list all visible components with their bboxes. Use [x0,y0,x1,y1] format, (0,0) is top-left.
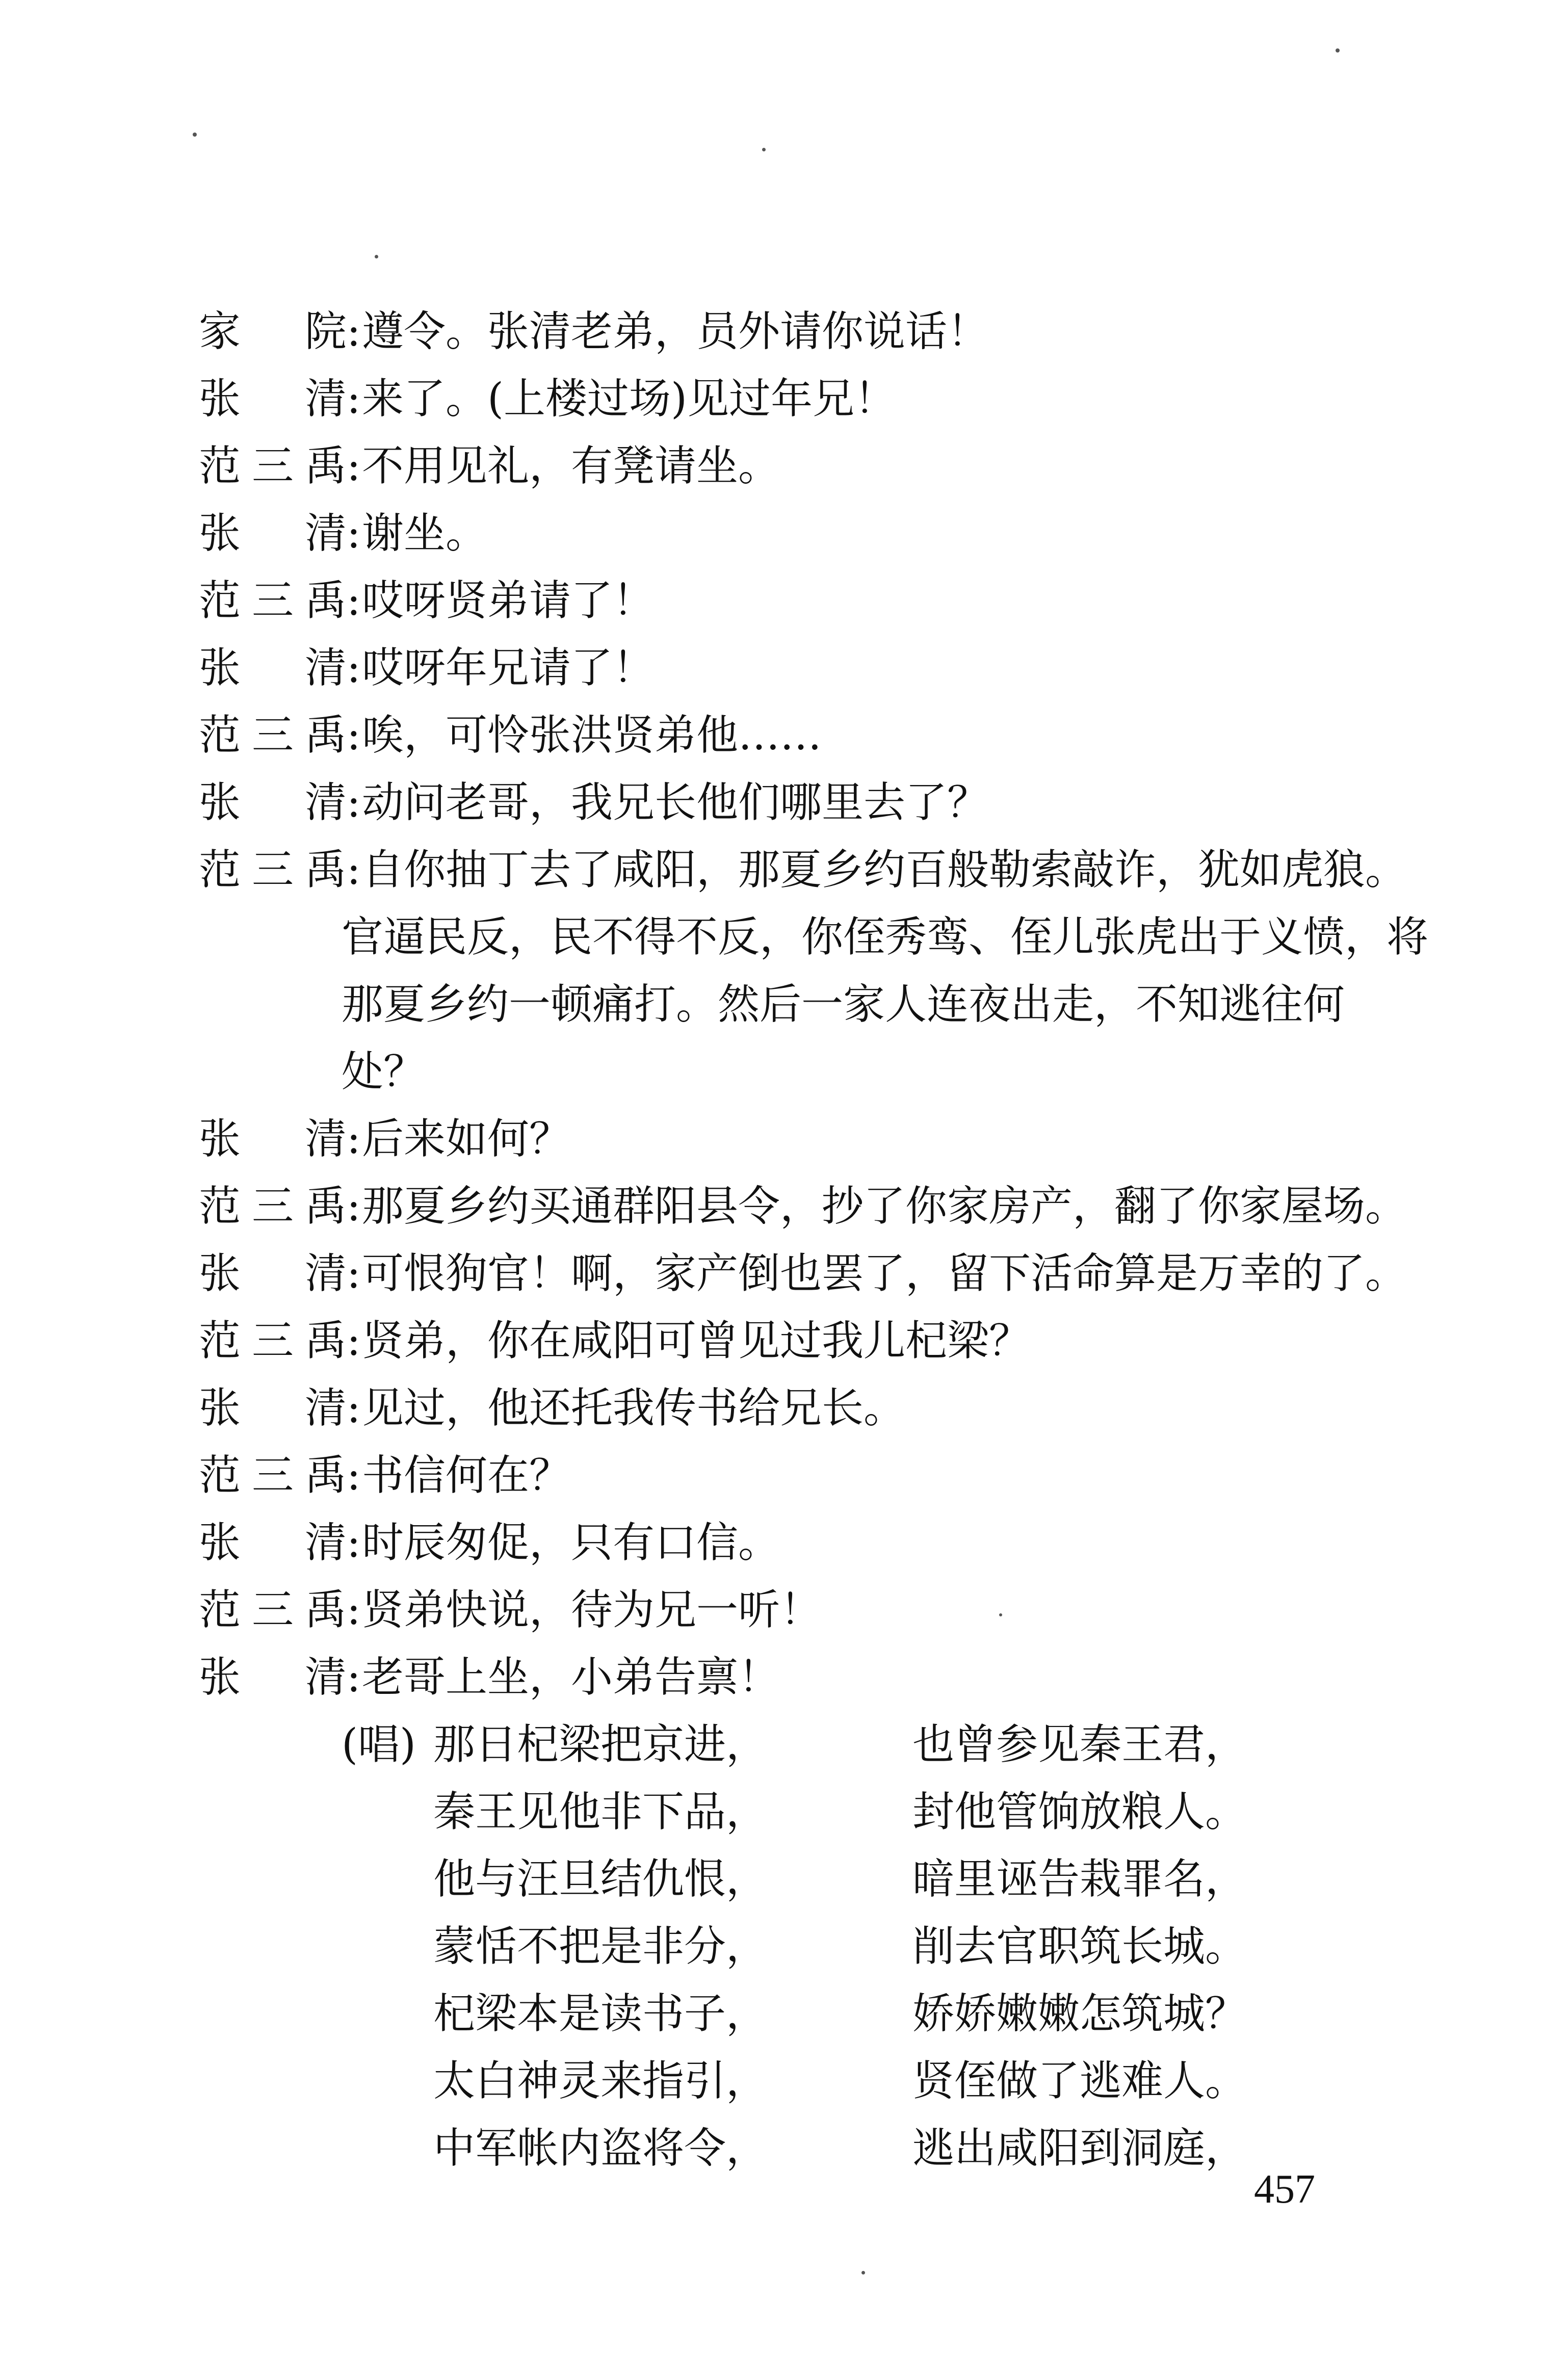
speech-text: 哎呀贤弟请了！ [362,577,655,625]
speaker-name [199,1106,347,1173]
speaker-colon: : [347,1451,361,1500]
song-line [199,1913,1397,1980]
song-verse-right: 也曾参见秦王君， [912,1720,1247,1769]
speaker-char: 张 [199,375,241,423]
dialogue-line [199,298,1397,365]
speech-continuation: 处？ [342,1048,426,1096]
speck [999,1613,1002,1616]
speaker-char: 清 [304,644,347,692]
speaker-colon: : [347,1653,361,1702]
speaker-colon: : [347,778,361,827]
speaker-char: 范 [199,577,241,625]
speaker-char: 禹 [304,1586,347,1634]
speaker-char: 禹 [304,442,347,490]
speaker-name [199,1240,347,1307]
speaker-char: 清 [304,1115,347,1163]
song-line [199,1980,1397,2048]
speaker-char: 范 [199,1182,241,1231]
song-verse-right: 暗里诬告栽罪名， [912,1855,1247,1903]
song-verse-left: 太白神灵来指引， [433,2057,768,2105]
speaker-colon: : [347,1115,361,1163]
song-verse-left: 秦王见他非下品， [433,1788,768,1836]
dialogue-line [199,433,1397,500]
speaker-char: 清 [304,1519,347,1567]
speaker-char: 禹 [304,846,347,894]
speech-text: 老哥上坐，小弟告禀！ [362,1653,780,1702]
speaker-char: 三 [251,1586,294,1634]
speaker-char: 张 [199,1653,241,1702]
speaker-colon: : [347,509,361,558]
speaker-name [199,1307,347,1375]
speaker-name [199,1173,347,1240]
speaker-char: 三 [251,1317,294,1365]
song-line [199,1846,1397,1913]
speech-text: 贤弟，你在咸阳可曾见过我儿杞梁？ [362,1317,1031,1365]
speaker-char: 范 [199,711,241,760]
speaker-char: 三 [251,442,294,490]
speaker-colon: : [347,375,361,423]
song-verse-right: 削去官职筑长城。 [912,1922,1247,1971]
dialogue-line [199,365,1397,433]
speaker-char: 三 [251,1451,294,1500]
speaker-name [199,567,347,635]
dialogue-line [199,1442,1397,1509]
page-number: 457 [1254,2167,1315,2212]
song-verse-left: 那日杞梁把京进， [433,1720,768,1769]
speech-text: 可恨狗官！啊，家产倒也罢了，留下活命算是万幸的了。 [362,1249,1407,1298]
song-line [199,2115,1397,2182]
speaker-char: 清 [304,375,347,423]
speaker-char: 禹 [304,1317,347,1365]
speaker-char: 范 [199,1586,241,1634]
speaker-char: 禹 [304,1182,347,1231]
song-verse-right: 贤侄做了逃难人。 [912,2057,1247,2105]
speaker-colon: : [347,644,361,692]
dialogue-line [199,836,1407,904]
song-verse-left: 中军帐内盗将令， [433,2124,768,2173]
speech-text: 时辰匆促，只有口信。 [362,1519,780,1567]
speck [375,255,378,258]
speaker-char: 张 [199,1519,241,1567]
dialogue-line [199,1577,1397,1644]
speech-text: 不用见礼，有凳请坐。 [362,442,780,490]
speaker-char: 禹 [304,577,347,625]
dialogue-line [199,769,1397,836]
speaker-colon: : [347,1519,361,1567]
speaker-name [199,298,347,365]
sing-tag: (唱) [342,1720,416,1769]
speaker-char: 张 [199,509,241,558]
speech-text: 那夏乡约买通群阳县令，抄了你家房产，翻了你家屋场。 [362,1182,1407,1231]
script-body [199,298,1429,2173]
speaker-name [199,1644,347,1711]
speaker-name [199,769,347,836]
song-line [199,1711,1397,1779]
speech-text: 唉，可怜张洪贤弟他…… [362,711,822,760]
speech-continuation: 官逼民反，民不得不反，你侄秀鸾、侄儿张虎出于义愤，将 [342,913,1429,961]
speech-text: 来了。(上楼过场)见过年兄！ [362,375,896,423]
speaker-colon: : [347,1249,361,1298]
dialogue-line [199,1240,1407,1307]
speaker-char: 三 [251,577,294,625]
speech-text: 贤弟快说，待为兄一听！ [362,1586,822,1634]
speaker-char: 张 [199,1249,241,1298]
speaker-name [199,1509,347,1577]
speaker-name [199,635,347,702]
speck [193,133,197,137]
speech-text: 后来如何？ [362,1115,571,1163]
speaker-name [199,1577,347,1644]
speaker-char: 禹 [304,711,347,760]
dialogue-line [199,1509,1397,1577]
speaker-colon: : [347,1384,361,1432]
speaker-char: 范 [199,846,241,894]
speaker-char: 禹 [304,1451,347,1500]
speaker-char: 清 [304,1384,347,1432]
dialogue-line [199,1375,1397,1442]
song-line [199,1779,1397,1846]
song-verse-left: 杞梁本是读书子， [433,1990,768,2038]
song-line [199,2048,1397,2115]
speech-continuation: 那夏乡约一顿痛打。然后一家人连夜出走，不知逃往何 [342,980,1345,1029]
speaker-char: 张 [199,1384,241,1432]
song-verse-right: 娇娇嫩嫩怎筑城？ [912,1990,1247,2038]
song-verse-right: 逃出咸阳到洞庭， [912,2124,1247,2173]
speaker-char: 清 [304,509,347,558]
song-verse-left: 他与汪旦结仇恨， [433,1855,768,1903]
speaker-name [199,433,347,500]
speaker-name [199,500,347,567]
speech-text: 见过，他还托我传书给兄长。 [362,1384,906,1432]
song-verse-right: 封他管饷放粮人。 [912,1788,1247,1836]
speaker-char: 范 [199,1451,241,1500]
speaker-char: 三 [251,1182,294,1231]
dialogue-line [199,500,1397,567]
dialogue-line [199,635,1397,702]
speaker-colon: : [347,442,361,490]
speech-text: 自你抽丁去了咸阳，那夏乡约百般勒索敲诈，犹如虎狼。 [362,846,1407,894]
speaker-char: 院 [304,307,347,356]
dialogue-line [199,1106,1397,1173]
dialogue-line [199,702,1397,769]
speaker-char: 张 [199,644,241,692]
dialogue-line [199,1307,1397,1375]
speaker-char: 清 [304,1653,347,1702]
speaker-char: 范 [199,1317,241,1365]
speaker-name [199,1442,347,1509]
speaker-colon: : [347,711,361,760]
speaker-char: 三 [251,711,294,760]
speaker-name [199,702,347,769]
speaker-char: 范 [199,442,241,490]
speaker-char: 清 [304,1249,347,1298]
speaker-name [199,1375,347,1442]
speaker-char: 家 [199,307,241,356]
speech-text: 谢坐。 [362,509,488,558]
speaker-colon: : [347,1317,361,1365]
speaker-char: 三 [251,846,294,894]
dialogue-line [199,1173,1407,1240]
speaker-colon: : [347,1586,361,1634]
speaker-name [199,365,347,433]
speech-text: 书信何在？ [362,1451,571,1500]
dialogue-line [199,567,1397,635]
speck [1336,48,1340,53]
speaker-colon: : [347,1182,361,1231]
speck [861,2271,865,2274]
speaker-char: 清 [304,778,347,827]
speech-text: 哎呀年兄请了！ [362,644,655,692]
song-verse-left: 蒙恬不把是非分， [433,1922,768,1971]
speech-text: 动问老哥，我兄长他们哪里去了？ [362,778,989,827]
speaker-char: 张 [199,1115,241,1163]
speaker-colon: : [347,846,361,894]
speck [762,148,766,151]
speaker-colon: : [347,307,361,356]
speaker-name [199,836,347,904]
speech-text: 遵令。张清老弟，员外请你说话！ [362,307,989,356]
dialogue-line [199,1644,1397,1711]
speaker-char: 张 [199,778,241,827]
speaker-colon: : [347,577,361,625]
